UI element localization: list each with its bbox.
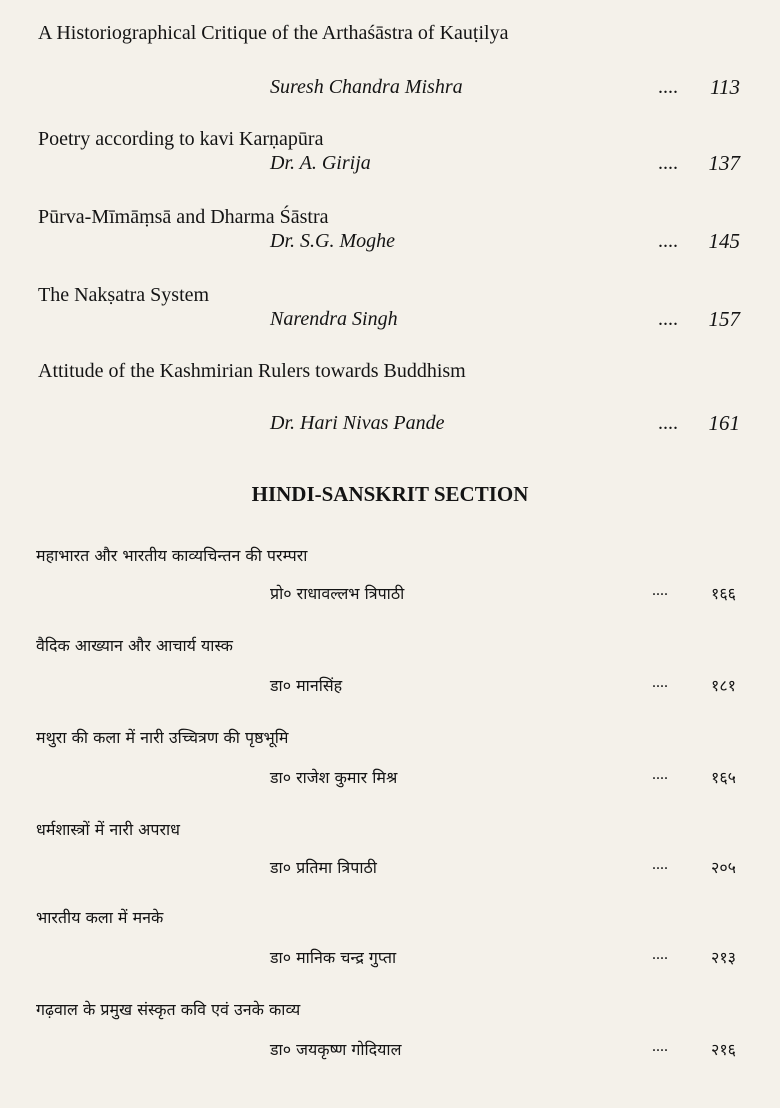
page-number: १६६ — [711, 584, 736, 603]
page-number: 145 — [708, 229, 740, 253]
dot-leader: .... — [652, 766, 668, 783]
article-title: वैदिक आख्यान और आचार्य यास्क — [36, 636, 233, 655]
article-title: The Nakṣatra System — [38, 284, 210, 306]
dot-leader: .... — [652, 856, 668, 873]
dot-leader: .... — [652, 674, 668, 691]
section-heading: HINDI-SANSKRIT SECTION — [251, 482, 529, 506]
article-author: डा० जयकृष्ण गोदियाल — [270, 1040, 402, 1059]
article-author: Dr. S.G. Moghe — [270, 230, 395, 252]
dot-leader: .... — [652, 582, 668, 599]
article-author: Dr. A. Girija — [270, 152, 371, 174]
dot-leader: .... — [652, 1038, 668, 1055]
article-title: धर्मशास्त्रों में नारी अपराध — [36, 820, 181, 839]
article-title: A Historiographical Critique of the Arthaśāstra of Kauṭilya — [38, 22, 509, 44]
article-author: डा० प्रतिमा त्रिपाठी — [270, 858, 377, 877]
dot-leader: .... — [658, 230, 678, 252]
page-number: २०५ — [711, 858, 736, 877]
article-title: महाभारत और भारतीय काव्यचिन्तन की परम्परा — [36, 546, 308, 565]
article-title: Attitude of the Kashmirian Rulers towards Buddhism — [38, 360, 466, 382]
page-number: २१६ — [711, 1040, 736, 1059]
article-title: भारतीय कला में मनके — [36, 908, 164, 927]
dot-leader: .... — [658, 76, 678, 98]
dot-leader: .... — [658, 308, 678, 330]
article-title: Poetry according to kavi Karṇapūra — [38, 128, 324, 150]
article-author: डा० मानसिंह — [270, 676, 343, 695]
dot-leader: .... — [652, 946, 668, 963]
page-number: १८१ — [711, 676, 736, 695]
page-number: २१३ — [711, 948, 736, 967]
article-title: गढ़वाल के प्रमुख संस्कृत कवि एवं उनके काव्य — [36, 1000, 301, 1019]
page-number: 113 — [710, 75, 740, 99]
dot-leader: .... — [658, 152, 678, 174]
article-author: Suresh Chandra Mishra — [270, 76, 463, 98]
article-author: प्रो० राधावल्लभ त्रिपाठी — [270, 584, 405, 603]
dot-leader: .... — [658, 412, 678, 434]
article-author: डा० राजेश कुमार मिश्र — [270, 768, 398, 787]
page-number: 137 — [708, 151, 740, 175]
article-author: डा० मानिक चन्द्र गुप्ता — [270, 948, 397, 967]
article-title: Pūrva-Mīmāṃsā and Dharma Śāstra — [38, 206, 329, 228]
page-number: 161 — [708, 411, 740, 435]
article-title: मथुरा की कला में नारी उच्चित्रण की पृष्ठभूमि — [36, 728, 289, 747]
page-number: 157 — [708, 307, 740, 331]
article-author: Dr. Hari Nivas Pande — [270, 412, 445, 434]
page-number: १६५ — [711, 768, 736, 787]
article-author: Narendra Singh — [270, 308, 398, 330]
